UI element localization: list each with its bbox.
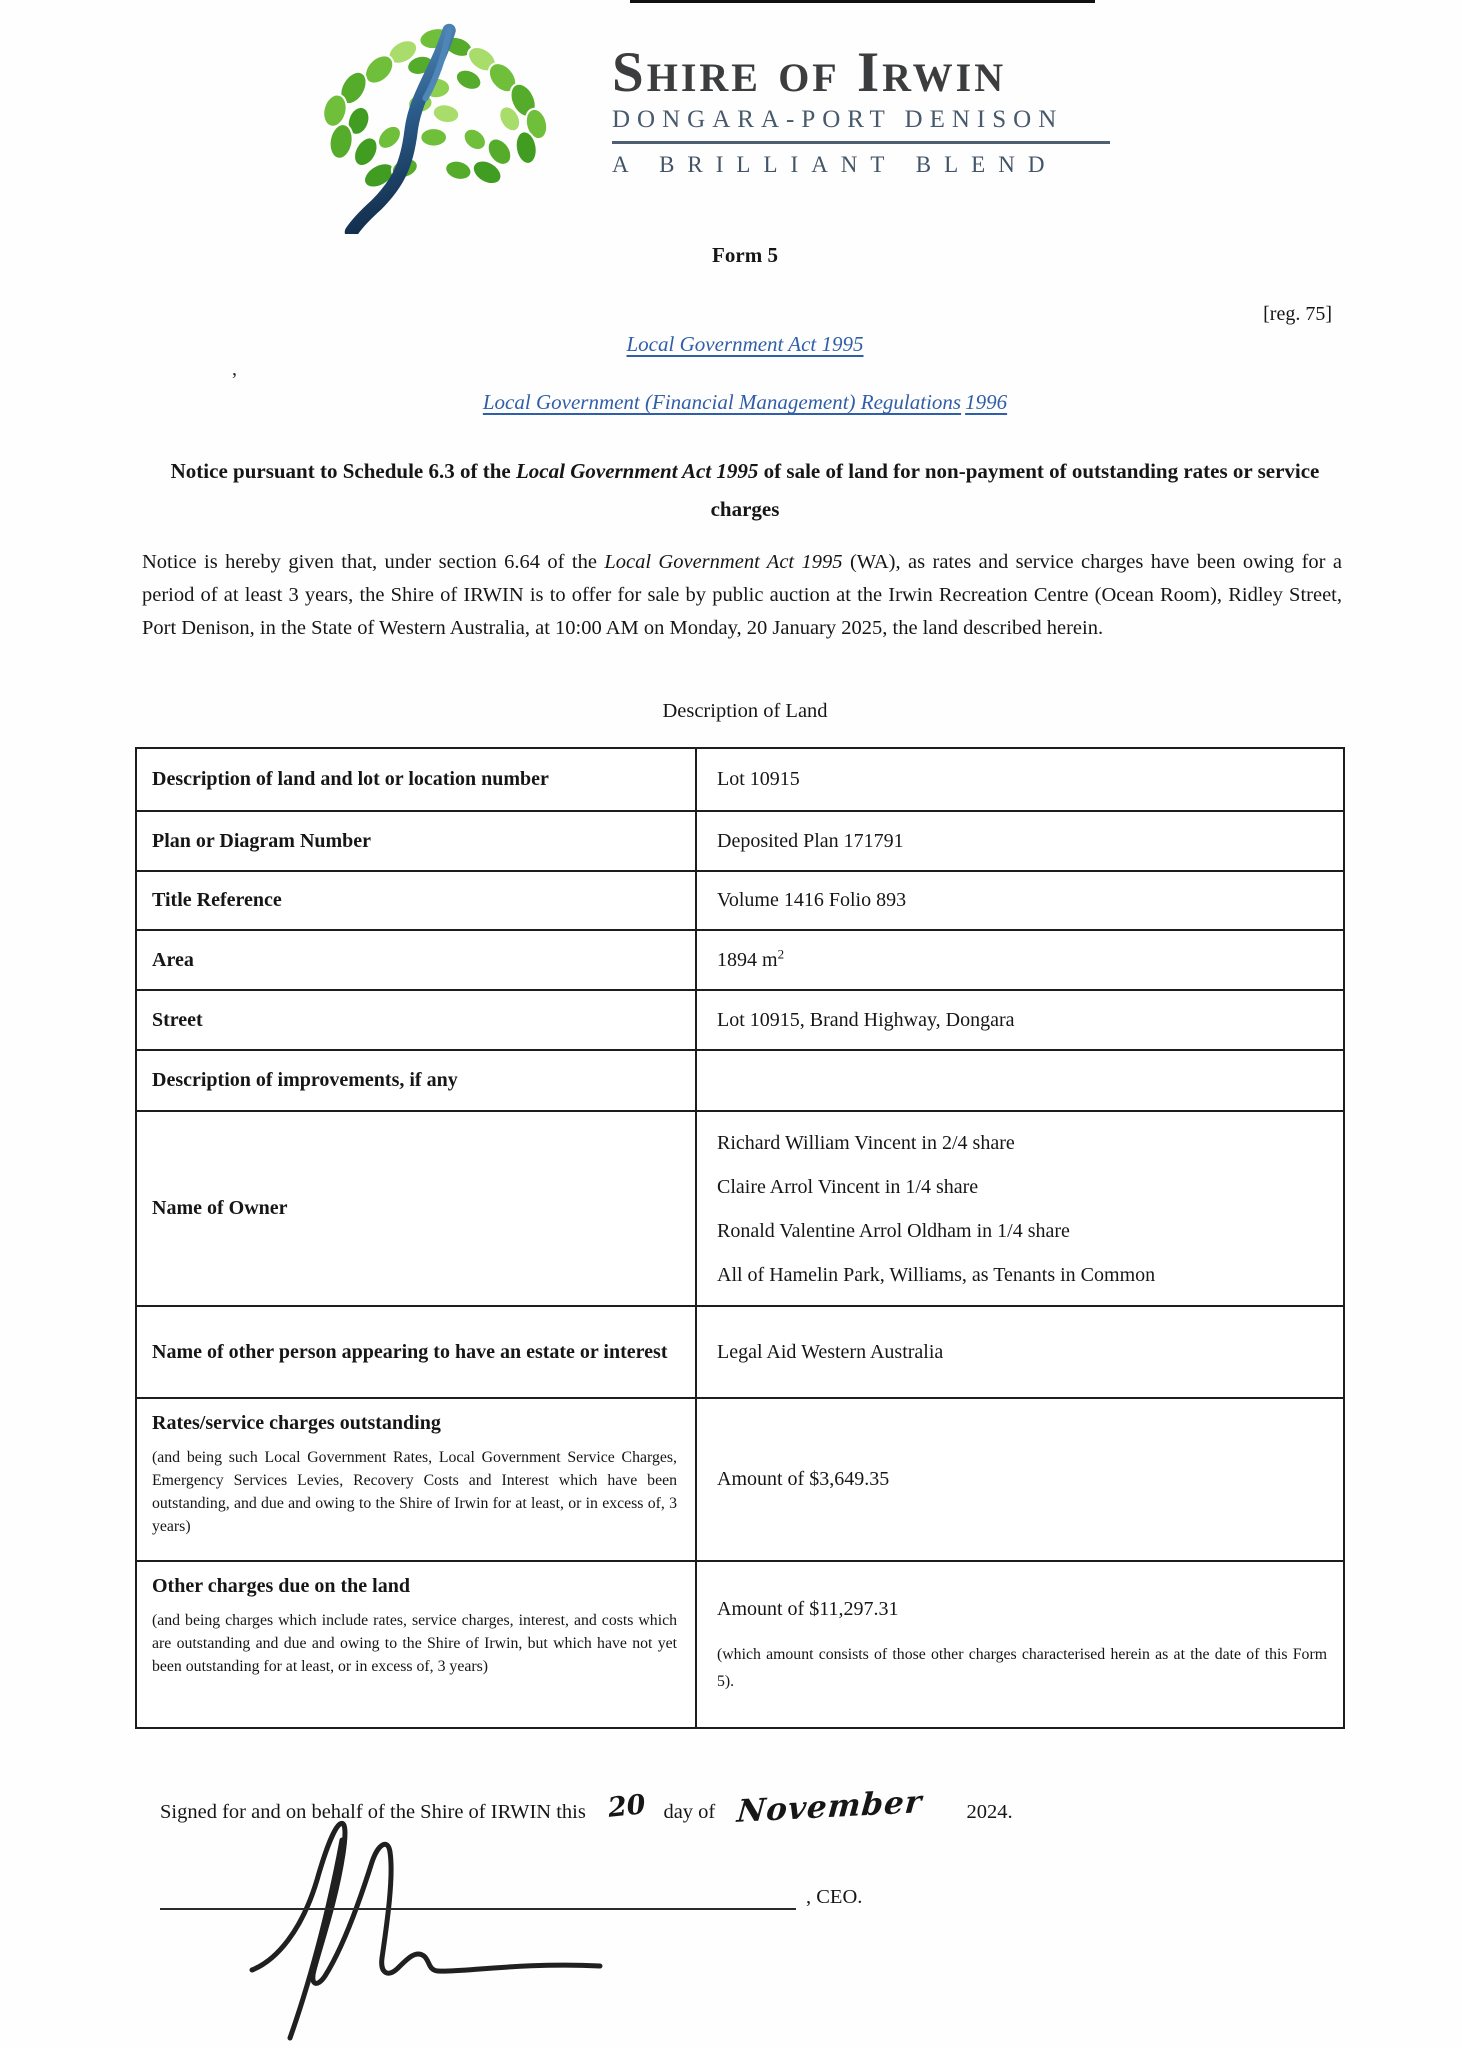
row-label: Plan or Diagram Number — [152, 829, 372, 852]
row-label: Area — [152, 948, 194, 971]
notice-body-pre: Notice is hereby given that, under section 6.64 of the — [142, 551, 605, 573]
handwritten-month: November — [735, 1784, 924, 1830]
act-title-line — [140, 332, 1350, 357]
shire-tree-logo-icon — [278, 16, 614, 234]
row-label: Title Reference — [152, 889, 282, 911]
row-label-with-note — [137, 1562, 695, 1727]
land-description-table — [135, 747, 1345, 1729]
row-label: Name of Owner — [152, 1197, 288, 1219]
regulation-reference: [reg. 75] — [1263, 303, 1332, 325]
row-value: Amount of $11,297.31 — [717, 1598, 899, 1620]
area-superscript: 2 — [777, 945, 785, 961]
row-value: Lot 10915, Brand Highway, Dongara — [695, 991, 1343, 1049]
notice-body-post: (WA), as rates and service charges have been owing for a period of at least 3 years, the Shire of IRWIN is to offer for sale by public auction at the Irwin Recreation Centre (Ocean Room), Ridley Street, Port Denison, in the State of Western Australia, at 10:00 AM on Monday, 20 January 2025, the land described herein. — [142, 551, 1342, 639]
org-subtitle: DONGARA-PORT DENISON — [612, 106, 1064, 133]
year-text: 2024. — [966, 1801, 1013, 1823]
table-row-rates — [137, 1397, 1343, 1560]
table-row-owners — [137, 1110, 1343, 1305]
table-row — [137, 929, 1343, 989]
row-label: Rates/service charges outstanding — [152, 1412, 441, 1434]
table-row — [137, 810, 1343, 870]
row-value-owners — [695, 1112, 1343, 1305]
table-row-other-charges — [137, 1560, 1343, 1727]
row-value: Legal Aid Western Australia — [695, 1307, 1343, 1397]
owner-line: Claire Arrol Vincent in 1/4 share — [717, 1175, 979, 1198]
row-label-note: (and being such Local Government Rates, Local Government Service Charges, Emergency Services Levies, Recovery Costs and Interest which have been outstanding, and due and owing to the Shire of Irwin for at least, or in excess of, 3 years) — [152, 1449, 677, 1535]
regulations-title-line — [140, 390, 1350, 415]
land-section-title: Description of Land — [662, 700, 828, 722]
row-value: Amount of $3,649.35 — [695, 1399, 1343, 1560]
row-value: Lot 10915 — [695, 749, 1343, 810]
row-value-note: (which amount consists of those other charges characterised herein as at the date of this Form 5). — [717, 1646, 1327, 1690]
logo-text-block — [612, 41, 1117, 178]
regulations-year: 1996 — [965, 390, 1008, 414]
table-row — [137, 749, 1343, 810]
row-label: Description of land and lot or location number — [152, 768, 549, 790]
scan-artifact-line — [630, 0, 1095, 3]
ceo-title: , CEO. — [806, 1886, 863, 1908]
regulations-title: Local Government (Financial Management) Regulations — [482, 390, 962, 414]
row-value-empty — [695, 1051, 1343, 1110]
org-tagline: A BRILLIANT BLEND — [612, 152, 1058, 177]
org-name: Shire of Irwin — [612, 41, 1007, 104]
form-number: Form 5 — [712, 243, 778, 267]
area-value: 1894 m — [717, 948, 778, 971]
row-label: Street — [152, 1008, 203, 1031]
row-value: Deposited Plan 171791 — [695, 812, 1343, 870]
row-value: Volume 1416 Folio 893 — [695, 872, 1343, 929]
row-value-with-note — [695, 1562, 1343, 1727]
notice-heading — [140, 452, 1350, 528]
notice-body-paragraph — [142, 546, 1342, 645]
signed-prefix: Signed for and on behalf of the Shire of IRWIN this — [160, 1801, 586, 1823]
ceo-signature — [222, 1810, 652, 2042]
act-title: Local Government Act 1995 — [626, 332, 864, 356]
row-label-with-note — [137, 1399, 695, 1560]
row-label: Name of other person appearing to have an estate or interest — [152, 1340, 668, 1363]
handwritten-day: 20 — [606, 1789, 647, 1824]
logo-divider — [612, 141, 1110, 144]
row-label-note: (and being charges which include rates, service charges, interest, and costs which are outstanding and due and owing to the Shire of Irwin, but which have not yet been outstanding for at least, or in excess of, 3 years) — [152, 1612, 677, 1675]
notice-heading-act: Local Government Act 1995 — [515, 459, 759, 483]
notice-body-act: Local Government Act 1995 — [604, 551, 843, 573]
row-label: Other charges due on the land — [152, 1575, 410, 1597]
owner-line: Ronald Valentine Arrol Oldham in 1/4 share — [717, 1219, 1070, 1242]
table-row — [137, 870, 1343, 929]
scan-stray-mark: , — [232, 358, 237, 380]
table-row — [137, 1305, 1343, 1397]
notice-heading-post: of sale of land for non-payment of outstanding rates or service charges — [710, 459, 1320, 521]
row-value — [695, 931, 1343, 989]
day-of-text: day of — [663, 1801, 716, 1823]
owner-line: Richard William Vincent in 2/4 share — [717, 1131, 1015, 1154]
owner-line: All of Hamelin Park, Williams, as Tenants in Common — [717, 1263, 1156, 1286]
table-row — [137, 989, 1343, 1049]
notice-heading-pre: Notice pursuant to Schedule 6.3 of the — [170, 459, 516, 483]
table-row — [137, 1049, 1343, 1110]
row-label: Description of improvements, if any — [152, 1069, 458, 1091]
signature-line — [160, 1908, 796, 1910]
